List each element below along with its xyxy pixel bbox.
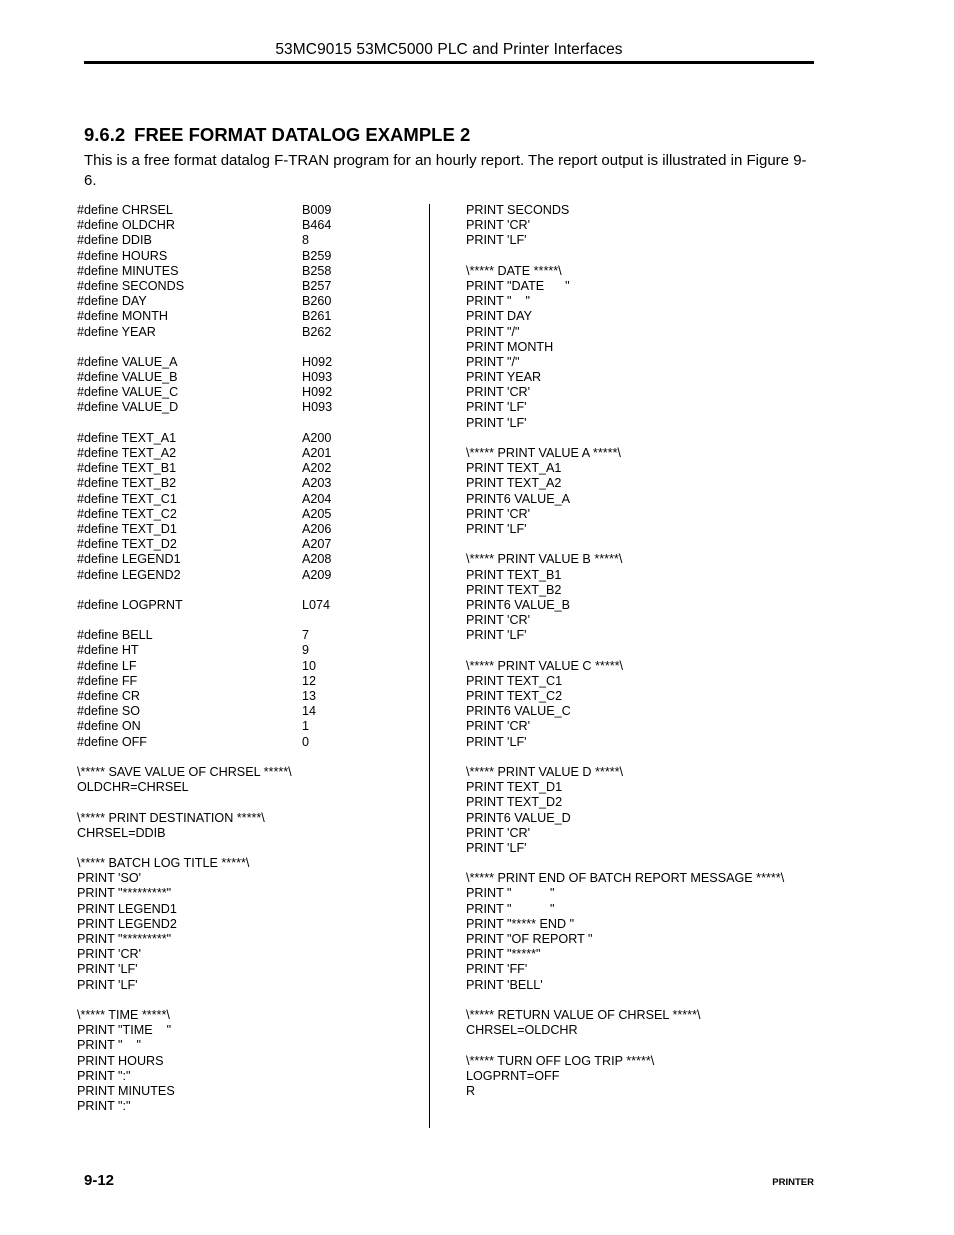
- code-statement: CHRSEL=DDIB: [77, 825, 166, 840]
- code-statement: PRINT 'LF': [77, 977, 138, 992]
- code-statement: #define TEXT_D1: [77, 521, 177, 536]
- code-line: PRINT 'CR': [466, 218, 531, 233]
- code-statement: #define MINUTES: [77, 263, 179, 278]
- code-blank-line: [466, 750, 886, 765]
- code-line: PRINT TEXT_A1: [466, 461, 562, 476]
- code-line: [77, 522, 417, 537]
- code-statement: #define TEXT_A1: [77, 430, 177, 445]
- code-value: 10: [302, 658, 317, 673]
- section-title: FREE FORMAT DATALOG EXAMPLE 2: [134, 124, 471, 145]
- code-line: PRINT " ": [466, 294, 530, 309]
- code-statement: #define TEXT_C2: [77, 506, 177, 521]
- code-statement: #define DAY: [77, 294, 147, 309]
- code-statement: PRINT " ": [77, 1038, 141, 1053]
- code-line: PRINT6 VALUE_B: [466, 597, 571, 612]
- code-line: [77, 598, 417, 613]
- code-line: [77, 1054, 417, 1069]
- code-line: PRINT 'LF': [466, 628, 527, 643]
- code-line: PRINT 'CR': [466, 825, 531, 840]
- code-statement: #define FF: [77, 673, 138, 688]
- code-value: B009: [302, 203, 332, 217]
- code-line: [77, 446, 417, 461]
- code-statement: #define OFF: [77, 734, 147, 749]
- code-value: B464: [302, 218, 332, 233]
- code-line: [77, 218, 417, 233]
- code-statement: #define SECONDS: [77, 278, 185, 293]
- code-value: A202: [302, 461, 332, 476]
- code-line: [77, 826, 417, 841]
- code-line: [77, 811, 417, 826]
- code-statement: #define TEXT_A2: [77, 446, 177, 460]
- code-line: R: [466, 1083, 476, 1098]
- code-blank-line: [466, 856, 886, 871]
- section-number: 9.6.2: [84, 124, 126, 145]
- code-line: [77, 537, 417, 552]
- code-value: 12: [302, 673, 317, 688]
- code-listing-right: [466, 203, 886, 1099]
- code-statement: \***** SAVE VALUE OF CHRSEL *****\: [77, 764, 292, 779]
- code-line: [77, 932, 417, 947]
- code-line: [77, 902, 417, 917]
- code-line: PRINT TEXT_B1: [466, 567, 562, 582]
- code-statement: PRINT "TIME ": [77, 1023, 172, 1038]
- footer-section-label: PRINTER: [772, 1177, 814, 1188]
- code-value: 14: [302, 704, 317, 719]
- code-line: PRINT6 VALUE_A: [466, 491, 571, 506]
- code-line: [77, 264, 417, 279]
- code-statement: #define TEXT_B1: [77, 461, 177, 476]
- code-value: 1: [302, 719, 310, 734]
- code-line: \***** PRINT VALUE A *****\: [466, 446, 621, 460]
- code-value: B261: [302, 309, 332, 324]
- code-value: 13: [302, 689, 317, 703]
- code-line: PRINT "/": [466, 354, 520, 369]
- code-blank-line: [77, 340, 417, 355]
- code-value: A204: [302, 491, 332, 506]
- code-line: PRINT TEXT_D1: [466, 780, 563, 795]
- code-blank-line: [466, 431, 886, 446]
- code-line: PRINT 'LF': [466, 521, 527, 536]
- code-line: [77, 203, 417, 218]
- code-line: [77, 325, 417, 340]
- code-value: B259: [302, 248, 332, 263]
- code-blank-line: [77, 613, 417, 628]
- code-line: [77, 704, 417, 719]
- code-line: PRINT MONTH: [466, 339, 554, 354]
- code-line: \***** PRINT VALUE D *****\: [466, 764, 624, 779]
- code-line: PRINT " ": [466, 901, 555, 916]
- code-statement: #define BELL: [77, 628, 153, 643]
- code-value: H093: [302, 370, 333, 385]
- code-statement: #define MONTH: [77, 309, 168, 324]
- code-line: \***** PRINT VALUE B *****\: [466, 552, 623, 567]
- code-line: PRINT 'LF': [466, 415, 527, 430]
- code-line: [77, 628, 417, 643]
- code-blank-line: [466, 249, 886, 264]
- code-line: [77, 719, 417, 734]
- code-line: [77, 233, 417, 248]
- code-value: H093: [302, 400, 333, 415]
- code-value: B262: [302, 324, 332, 339]
- code-value: A205: [302, 506, 332, 521]
- code-statement: PRINT "*********": [77, 886, 172, 901]
- code-line: [77, 309, 417, 324]
- code-statement: PRINT 'SO': [77, 871, 142, 886]
- page-header-title: 53MC9015 53MC5000 PLC and Printer Interfaces: [275, 41, 623, 58]
- code-line: [77, 294, 417, 309]
- code-line: [77, 1038, 417, 1053]
- code-line: [77, 735, 417, 750]
- code-line: [77, 492, 417, 507]
- code-value: B260: [302, 294, 332, 309]
- code-line: LOGPRNT=OFF: [466, 1068, 560, 1083]
- page-number: 9-12: [84, 1172, 115, 1189]
- code-line: PRINT 'CR': [466, 506, 531, 521]
- code-line: PRINT 'LF': [466, 840, 527, 855]
- code-value: A206: [302, 521, 332, 536]
- code-line: [77, 1069, 417, 1084]
- code-statement: #define HT: [77, 643, 139, 658]
- code-value: B257: [302, 278, 332, 293]
- column-divider: [429, 204, 430, 1128]
- code-statement: #define CR: [77, 689, 141, 703]
- code-line: PRINT YEAR: [466, 370, 542, 385]
- code-line: PRINT "OF REPORT ": [466, 932, 593, 946]
- code-statement: OLDCHR=CHRSEL: [77, 780, 189, 795]
- code-line: [77, 355, 417, 370]
- intro-paragraph: This is a free format datalog F-TRAN program for an hourly report. The report output is illustrated in Figure 9-6.: [84, 152, 807, 189]
- code-statement: #define HOURS: [77, 248, 168, 263]
- code-line: [77, 856, 417, 871]
- code-blank-line: [466, 643, 886, 658]
- code-value: H092: [302, 385, 333, 400]
- code-line: [77, 431, 417, 446]
- code-line: CHRSEL=OLDCHR: [466, 1023, 578, 1038]
- code-value: 8: [302, 233, 310, 248]
- code-line: [77, 568, 417, 583]
- code-blank-line: [466, 993, 886, 1008]
- code-line: \***** TURN OFF LOG TRIP *****\: [466, 1053, 655, 1068]
- code-line: [77, 552, 417, 567]
- code-statement: #define VALUE_A: [77, 354, 178, 369]
- code-line: PRINT "***** END ": [466, 916, 575, 931]
- code-statement: #define CHRSEL: [77, 203, 173, 217]
- code-blank-line: [77, 750, 417, 765]
- code-statement: PRINT ":": [77, 1068, 131, 1083]
- code-listing-left: [77, 203, 417, 1114]
- code-line: \***** PRINT END OF BATCH REPORT MESSAGE *****\: [466, 871, 785, 886]
- code-statement: #define YEAR: [77, 324, 156, 339]
- code-value: 0: [302, 734, 310, 749]
- code-value: L074: [302, 597, 331, 612]
- code-line: [77, 507, 417, 522]
- code-statement: PRINT LEGEND1: [77, 901, 177, 916]
- code-line: PRINT TEXT_C2: [466, 689, 563, 703]
- code-statement: #define TEXT_B2: [77, 476, 177, 491]
- code-line: PRINT DAY: [466, 309, 533, 324]
- code-blank-line: [77, 795, 417, 810]
- code-line: [77, 643, 417, 658]
- code-line: PRINT 'CR': [466, 613, 531, 628]
- code-value: B258: [302, 263, 332, 278]
- code-line: [77, 385, 417, 400]
- code-line: PRINT 'CR': [466, 385, 531, 400]
- code-line: PRINT6 VALUE_C: [466, 704, 571, 719]
- code-value: 9: [302, 643, 310, 658]
- code-blank-line: [77, 993, 417, 1008]
- code-statement: #define LF: [77, 658, 137, 673]
- code-value: A201: [302, 446, 332, 460]
- code-line: PRINT 'LF': [466, 400, 527, 415]
- code-line: [77, 370, 417, 385]
- code-line: [77, 279, 417, 294]
- code-line: \***** PRINT VALUE C *****\: [466, 658, 624, 673]
- code-line: PRINT TEXT_D2: [466, 795, 563, 810]
- code-line: [77, 476, 417, 491]
- code-statement: \***** PRINT DESTINATION *****\: [77, 810, 265, 825]
- code-statement: #define LOGPRNT: [77, 597, 183, 612]
- code-line: [77, 917, 417, 932]
- code-line: [77, 962, 417, 977]
- code-value: 7: [302, 628, 310, 643]
- code-line: \***** DATE *****\: [466, 263, 562, 278]
- code-line: PRINT6 VALUE_D: [466, 810, 571, 825]
- code-value: H092: [302, 354, 333, 369]
- code-statement: PRINT ":": [77, 1099, 131, 1114]
- code-line: [77, 1099, 417, 1114]
- code-line: PRINT TEXT_B2: [466, 582, 562, 597]
- code-line: PRINT TEXT_C1: [466, 673, 563, 688]
- code-statement: \***** BATCH LOG TITLE *****\: [77, 856, 250, 871]
- code-line: [77, 1023, 417, 1038]
- code-statement: #define OLDCHR: [77, 218, 175, 233]
- code-statement: PRINT HOURS: [77, 1053, 164, 1068]
- code-statement: PRINT 'LF': [77, 962, 138, 977]
- code-line: PRINT "*****": [466, 947, 541, 962]
- code-line: [77, 1084, 417, 1099]
- code-blank-line: [77, 841, 417, 856]
- code-line: PRINT 'LF': [466, 734, 527, 749]
- code-line: [77, 765, 417, 780]
- code-statement: #define VALUE_D: [77, 400, 179, 415]
- code-line: PRINT "/": [466, 324, 520, 339]
- code-value: A203: [302, 476, 332, 491]
- code-statement: #define TEXT_D2: [77, 537, 177, 552]
- code-statement: PRINT "*********": [77, 932, 172, 946]
- code-statement: #define TEXT_C1: [77, 491, 177, 506]
- code-line: PRINT "DATE ": [466, 278, 570, 293]
- section-heading: [84, 124, 470, 146]
- code-line: PRINT TEXT_A2: [466, 476, 562, 491]
- code-line: PRINT 'BELL': [466, 977, 543, 992]
- code-statement: #define LEGEND2: [77, 567, 181, 582]
- code-line: PRINT " ": [466, 886, 555, 901]
- code-line: PRINT SECONDS: [466, 203, 570, 217]
- code-line: \***** RETURN VALUE OF CHRSEL *****\: [466, 1007, 701, 1022]
- code-statement: PRINT 'CR': [77, 947, 142, 962]
- code-statement: #define VALUE_B: [77, 370, 178, 385]
- code-blank-line: [77, 416, 417, 431]
- header-rule: [84, 61, 814, 64]
- code-value: A207: [302, 537, 332, 552]
- code-line: [77, 249, 417, 264]
- code-value: A208: [302, 552, 332, 567]
- code-line: [77, 1008, 417, 1023]
- code-line: [77, 674, 417, 689]
- code-statement: #define DDIB: [77, 233, 152, 248]
- code-line: [77, 659, 417, 674]
- code-statement: #define SO: [77, 704, 141, 719]
- code-line: [77, 689, 417, 704]
- code-line: PRINT 'LF': [466, 233, 527, 248]
- code-statement: \***** TIME *****\: [77, 1007, 170, 1022]
- code-line: PRINT 'CR': [466, 719, 531, 734]
- code-value: A209: [302, 567, 332, 582]
- code-statement: #define ON: [77, 719, 141, 734]
- code-statement: PRINT MINUTES: [77, 1083, 175, 1098]
- code-blank-line: [77, 583, 417, 598]
- code-value: A200: [302, 430, 332, 445]
- code-statement: PRINT LEGEND2: [77, 916, 177, 931]
- code-blank-line: [466, 537, 886, 552]
- code-statement: #define LEGEND1: [77, 552, 181, 567]
- code-blank-line: [466, 1038, 886, 1053]
- code-line: [77, 400, 417, 415]
- code-line: PRINT 'FF': [466, 962, 528, 977]
- code-line: [77, 780, 417, 795]
- code-line: [77, 871, 417, 886]
- code-line: [77, 947, 417, 962]
- code-line: [77, 886, 417, 901]
- code-statement: #define VALUE_C: [77, 385, 179, 400]
- code-line: [77, 978, 417, 993]
- code-line: [77, 461, 417, 476]
